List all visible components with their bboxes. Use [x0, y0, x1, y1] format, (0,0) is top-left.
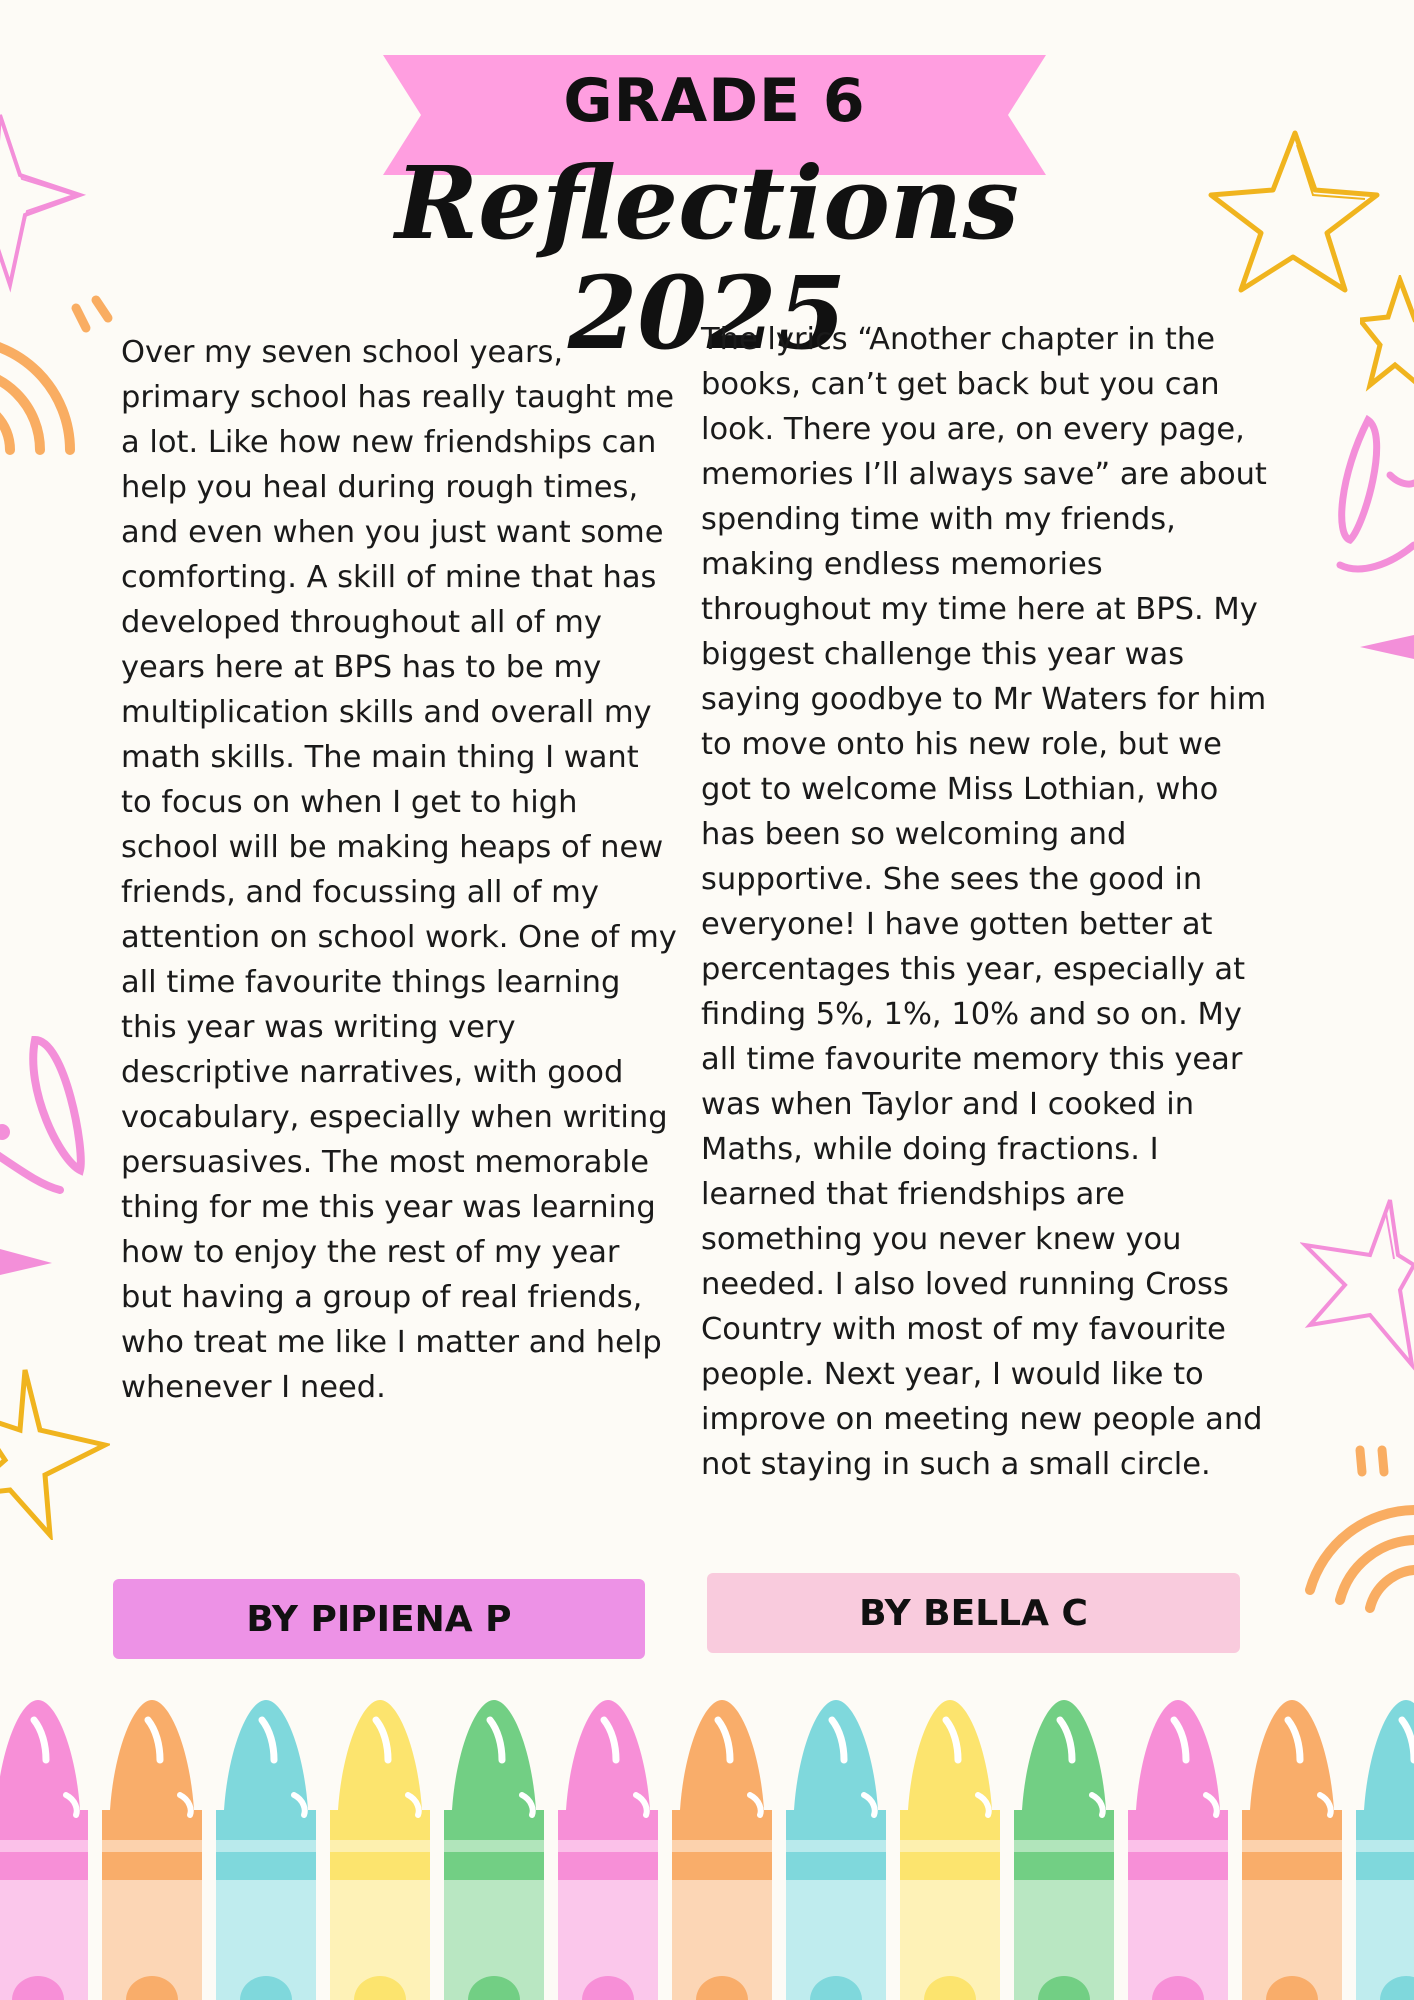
crayon-icon: [216, 1700, 316, 2000]
rainbow-arcs-icon: [0, 320, 100, 460]
crayon-icon: [1242, 1700, 1342, 2000]
page-title: Reflections 2025: [395, 144, 1019, 372]
dash-marks-icon: [1350, 1440, 1410, 1490]
crayon-icon: [558, 1700, 658, 2000]
rainbow-arcs-icon: [1300, 1490, 1414, 1620]
pink-drop-icon: [1320, 415, 1414, 595]
grade-label: GRADE 6: [563, 66, 866, 136]
pink-spike-icon: [1360, 625, 1414, 665]
crayon-icon: [672, 1700, 772, 2000]
crayon-icon: [1356, 1700, 1414, 2000]
crayon-icon: [900, 1700, 1000, 2000]
crayon-icon: [786, 1700, 886, 2000]
star-outline-icon: [1205, 125, 1385, 295]
pink-spike-icon: [0, 1245, 52, 1279]
star-outline-icon: [1360, 275, 1414, 395]
byline-right: [707, 1573, 1240, 1653]
crayon-border: [0, 1690, 1414, 2000]
reflection-text-left: Over my seven school years, primary school has really taught me a lot. Like how new friendships can help you heal during rough times, and even when you just want some comforting. A skill of mine that has developed throughout all of my years here at BPS has to be my multiplication skills and overall my math skills. The main thing I want to focus on when I get to high school will be making heaps of new friends, and focussing all of my attention on school work. One of my all time favourite things learning this year was writing very descriptive narratives, with good vocabulary, especially when writing persuasives. The most memorable thing for me this year was learning how to enjoy the rest of my year but having a group of real friends, who treat me like I matter and help whenever I need.: [121, 335, 677, 1405]
pink-drop-icon: [0, 1030, 100, 1200]
crayon-icon: [1128, 1700, 1228, 2000]
crayon-icon: [444, 1700, 544, 2000]
crayon-icon: [0, 1700, 88, 2000]
reflection-text-right: The lyrics “Another chapter in the books, can’t get back but you can look. There you are, on every page, memories I’ll always save” are about spending time with my friends, making endless memories throughout my time here at BPS. My biggest challenge this year was saying goodbye to Mr Waters for him to move onto his new role, but we got to welcome Miss Lothian, who has been so welcoming and supportive. She sees the good in everyone! I have gotten better at percentages this year, especially at finding 5%, 1%, 10% and so on. My all time favourite memory this year was when Taylor and I cooked in Maths, while doing fractions. I learned that friendships are something you never knew you needed. I also loved running Cross Country with most of my favourite people. Next year, I would like to improve on meeting new people and not staying in such a small circle.: [701, 322, 1267, 1482]
star-outline-icon: [0, 105, 100, 295]
star-outline-icon: [0, 1365, 110, 1540]
crayon-icon: [102, 1700, 202, 2000]
byline-left-label: BY PIPIENA P: [246, 1598, 512, 1640]
crayon-icon: [1014, 1700, 1114, 2000]
byline-left: [113, 1579, 645, 1659]
crayon-icon: [330, 1700, 430, 2000]
byline-right-label: BY BELLA C: [859, 1592, 1088, 1634]
star-outline-icon: [1300, 1195, 1414, 1375]
